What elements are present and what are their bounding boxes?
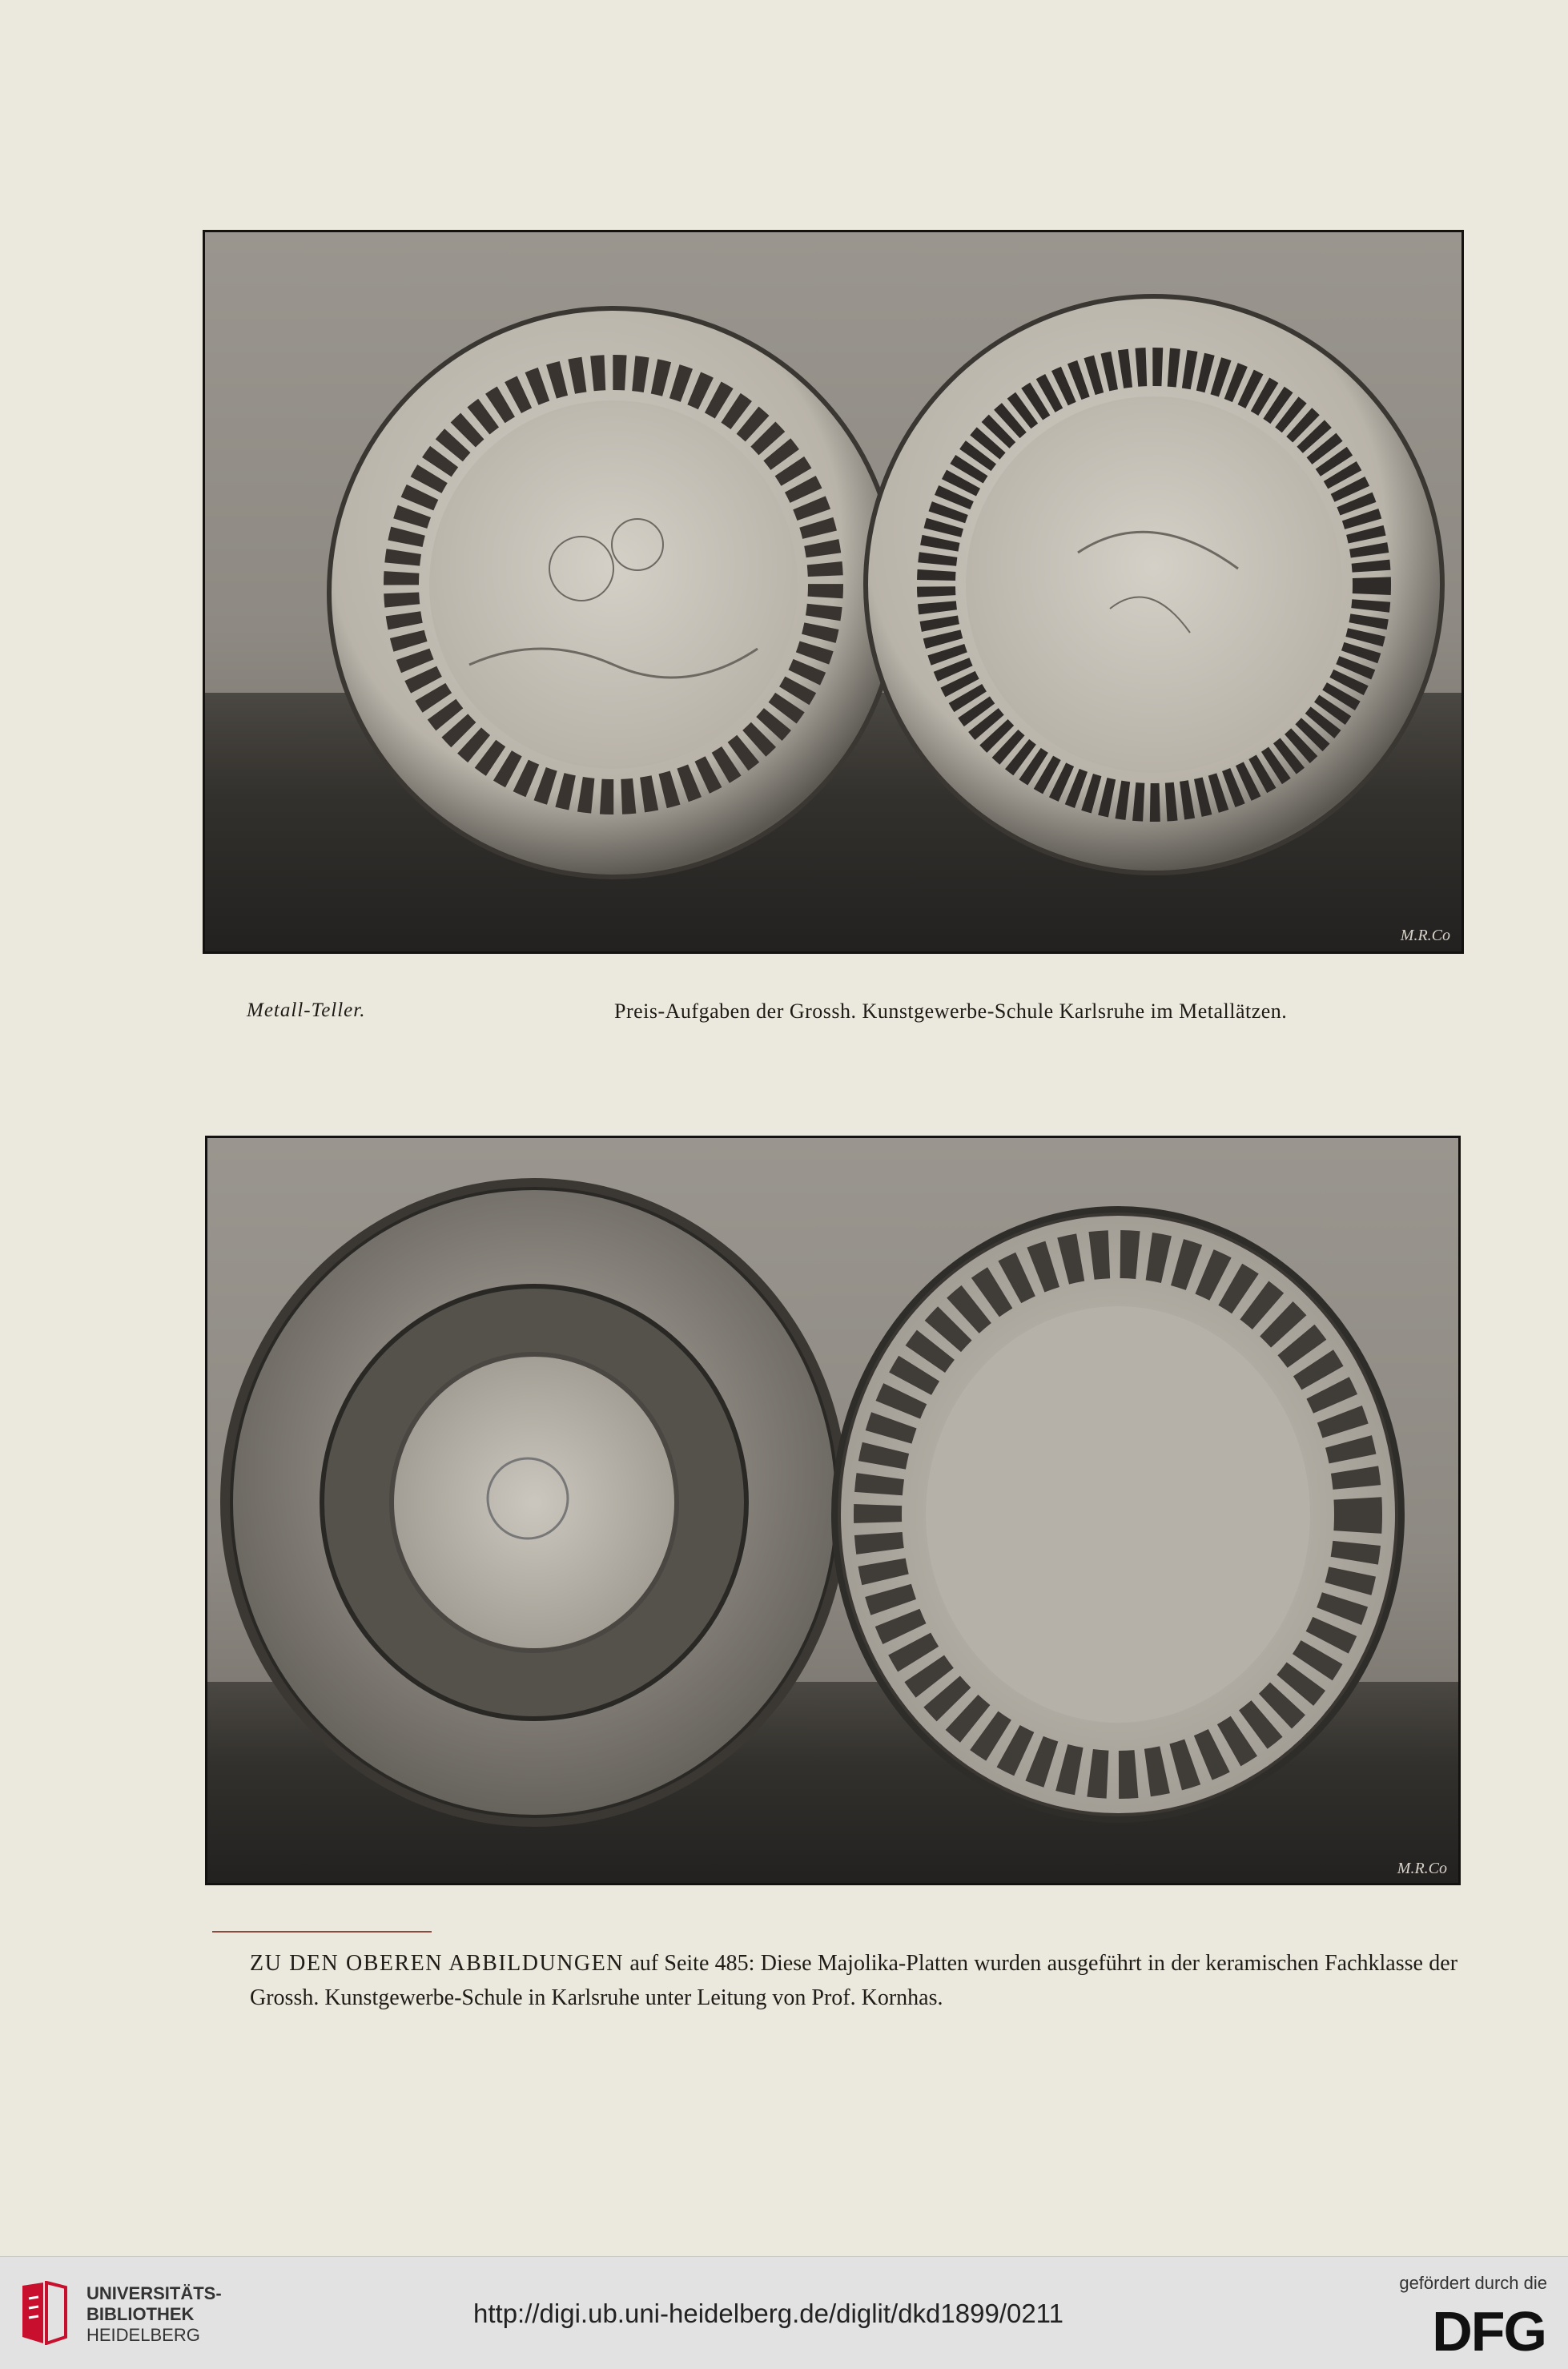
ub-heidelberg-logo-icon (19, 2281, 69, 2345)
footnote-paragraph (250, 1946, 1457, 2015)
digital-copy-link[interactable]: http://digi.ub.uni-heidelberg.de/diglit/dkd1899/0211 (473, 2299, 1063, 2328)
library-line-1: UNIVERSITÄTS- (86, 2283, 222, 2303)
plate-left (329, 308, 898, 877)
photo-metal-plates-bottom (205, 1136, 1461, 1885)
footnote-divider (212, 1931, 432, 1933)
library-name (86, 2283, 222, 2346)
caption-preis-aufgaben: Preis-Aufgaben der Grossh. Kunstgewerbe-Schule Karlsruhe im Metallätzen. (614, 999, 1288, 1023)
library-line-3: HEIDELBERG (86, 2325, 200, 2345)
library-line-2: BIBLIOTHEK (86, 2304, 195, 2324)
plates-illustration (205, 232, 1461, 951)
bowl-left (220, 1178, 848, 1827)
plate-right (866, 296, 1442, 873)
photo-maker-mark: M.R.Co (1397, 1860, 1447, 1877)
footnote-text: auf Seite 485: Diese Majolika-Platten wurden ausgeführt in der keramischen Fachklasse der Grossh. Kunstgewerbe-Schule in Karlsruhe unter Leitung von Prof. Kornhas. (250, 1951, 1458, 2010)
library-banner (0, 2256, 1568, 2369)
footnote-heading: ZU DEN OBEREN ABBILDUNGEN (250, 1951, 624, 1976)
dfg-logo: DFG (1432, 2300, 1546, 2363)
photo-metal-plates-top (203, 230, 1464, 954)
photo-maker-mark: M.R.Co (1400, 927, 1450, 944)
caption-metall-teller: Metall-Teller. (247, 999, 366, 1021)
plate-right (831, 1206, 1405, 1823)
plates-illustration (207, 1138, 1458, 1883)
funding-credit: gefördert durch die (1399, 2273, 1547, 2293)
